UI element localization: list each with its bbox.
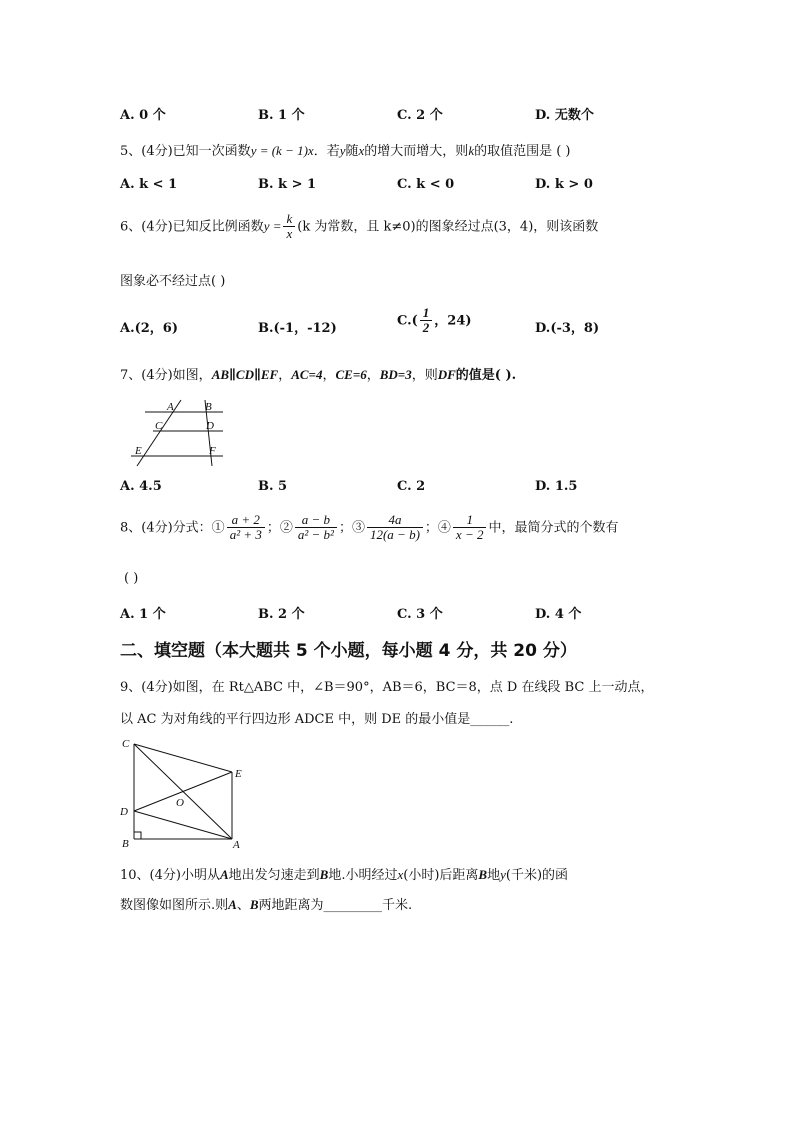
q5-option-a: A. k < 1: [120, 177, 178, 192]
label-b: B: [122, 838, 129, 850]
label-a: A: [167, 401, 174, 413]
q6-option-d: D.(-3，8): [535, 321, 600, 336]
q4-option-b: B. 1 个: [258, 108, 305, 123]
q8-option-b: B. 2 个: [258, 607, 305, 622]
q8-option-a: A. 1 个: [120, 607, 166, 622]
q10-stem-line1: 10、(4分)小明从A地出发匀速走到B地.小明经过x(小时)后距离B地y(千米)的函: [120, 867, 569, 883]
q4-option-d: D. 无数个: [535, 108, 594, 123]
label-f: F: [209, 445, 216, 457]
q6-option-c: C.( $\frac{1}{2}$ ，24): [397, 305, 472, 336]
right-angle-marker: [134, 832, 141, 839]
q8-stem-line2: ( ): [124, 571, 139, 586]
q7-stem: 7、(4分)如图，AB∥CD∥EF，AC=4，CE=6，BD=3，则DF的值是( ).: [120, 367, 517, 383]
q7-figure: [125, 396, 235, 468]
label-c: C: [122, 738, 130, 750]
label-o: O: [176, 797, 184, 809]
q7-option-b: B. 5: [258, 479, 288, 494]
label-e: E: [235, 768, 242, 780]
q10-stem-line2: 数图像如图所示.则A、B两地距离为_________千米.: [120, 897, 413, 913]
label-a: A: [233, 839, 240, 851]
q6-option-b: B.(-1，-12): [258, 321, 337, 336]
q6-stem-line2: 图象必不经过点( ): [120, 274, 226, 289]
q5-option-d: D. k > 0: [535, 177, 593, 192]
q5-stem: 5、(4分)已知一次函数y = (k − 1)x．若y随x的增大而增大，则k的取值范围是 ( ): [120, 143, 571, 159]
q6-option-a: A.(2，6): [120, 321, 179, 336]
q9-stem-line1: 9、(4分)如图，在 Rt△ABC 中，∠B＝90°，AB＝6，BC＝8，点 D 在线段 BC 上一动点，: [120, 680, 654, 695]
q8-stem: 8、(4分)分式：① $\frac{a + 2}{\text{a² + 3}}$ ；② $\frac{a - b}{\text{a² − b²}}$ ；③ $\frac{4a}{12(a - b)}$ ；④ $\frac{1}{x - 2}$ 中，最简分式的个数有: [120, 512, 619, 543]
q9-figure: [118, 734, 258, 854]
label-d: D: [120, 806, 128, 818]
label-d: D: [206, 420, 214, 432]
q7-option-d: D. 1.5: [535, 479, 578, 494]
q9-stem-line2: 以 AC 为对角线的平行四边形 ADCE 中，则 DE 的最小值是______.: [120, 712, 514, 727]
q6-stem: 6、(4分)已知反比例函数y = $\frac{k}{x}$ (k 为常数，且 k≠0)的图象经过点(3，4)，则该函数: [120, 211, 599, 242]
q8-option-c: C. 3 个: [397, 607, 443, 622]
q7-option-c: C. 2: [397, 479, 426, 494]
q5-option-b: B. k > 1: [258, 177, 317, 192]
q4-option-a: A. 0 个: [120, 108, 166, 123]
q8-option-d: D. 4 个: [535, 607, 582, 622]
label-e: E: [135, 445, 142, 457]
label-c: C: [155, 420, 163, 432]
q5-option-c: C. k < 0: [397, 177, 455, 192]
q4-option-c: C. 2 个: [397, 108, 443, 123]
section-heading-fill-in: 二、填空题（本大题共 5 个小题，每小题 4 分，共 20 分）: [120, 641, 577, 661]
label-b: B: [205, 401, 212, 413]
q7-option-a: A. 4.5: [120, 479, 162, 494]
